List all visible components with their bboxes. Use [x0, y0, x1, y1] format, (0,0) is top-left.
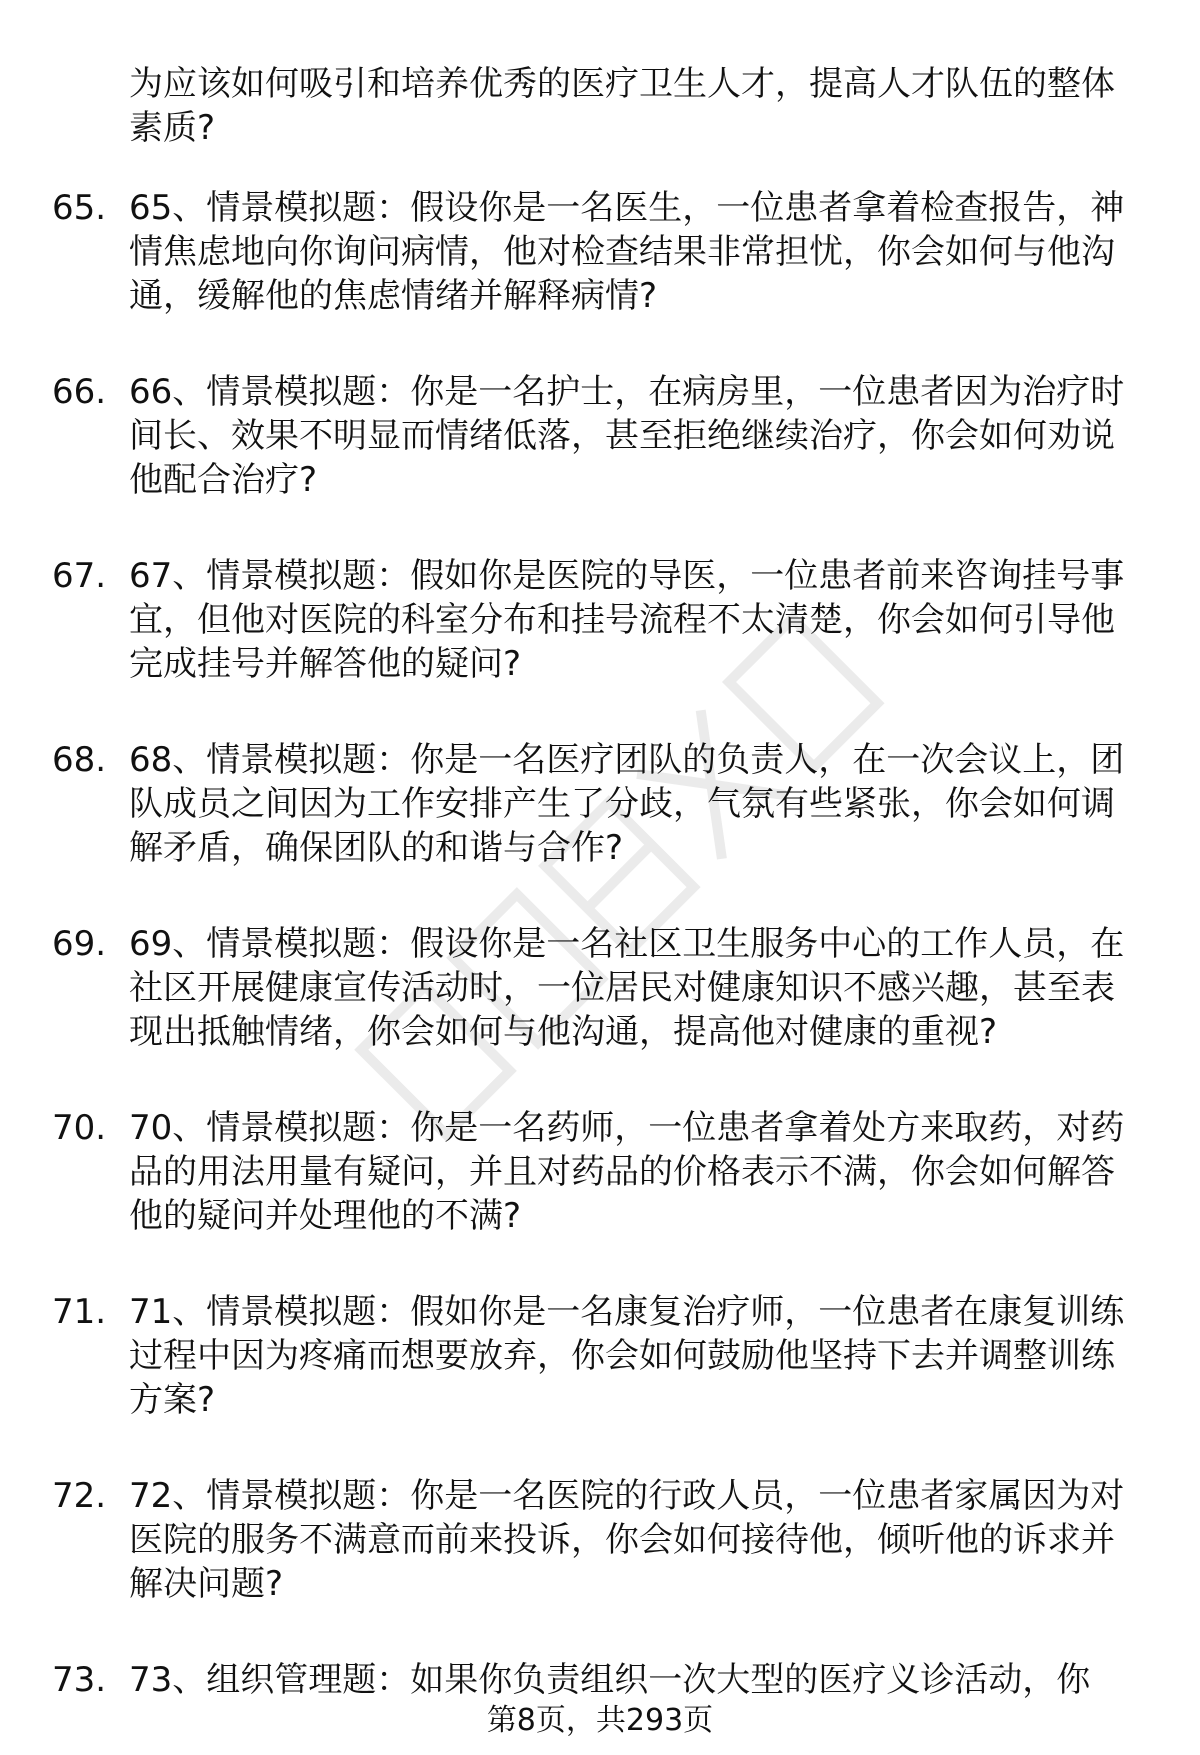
question-text: 65、情景模拟题：假设你是一名医生，一位患者拿着检查报告，神情焦虑地向你询问病情，他对检查结果非常担忧，你会如何与他沟通，缓解他的焦虑情绪并解释病情? — [129, 188, 1125, 316]
list-item — [0, 370, 1139, 502]
question-number: 69. — [52, 924, 107, 964]
question-text: 72、情景模拟题：你是一名医院的行政人员，一位患者家属因为对医院的服务不满意而前来投诉，你会如何接待他，倾听他的诉求并解决问题? — [129, 1476, 1125, 1604]
page-footer: 第8页，共293页 — [486, 1703, 714, 1738]
question-text: 67、情景模拟题：假如你是医院的导医，一位患者前来咨询挂号事宜，但他对医院的科室分布和挂号流程不太清楚，你会如何引导他完成挂号并解答他的疑问? — [129, 556, 1125, 684]
list-item — [0, 1106, 1139, 1238]
question-number: 66. — [52, 372, 107, 412]
question-number: 73. — [52, 1660, 107, 1700]
question-number: 72. — [52, 1476, 107, 1516]
question-text: 71、情景模拟题：假如你是一名康复治疗师，一位患者在康复训练过程中因为疼痛而想要放弃，你会如何鼓励他坚持下去并调整训练方案? — [129, 1292, 1125, 1420]
question-number: 68. — [52, 740, 107, 780]
question-number: 71. — [52, 1292, 107, 1332]
continued-question-text: 为应该如何吸引和培养优秀的医疗卫生人才，提高人才队伍的整体素质? — [129, 64, 1115, 148]
question-number: 70. — [52, 1108, 107, 1148]
question-number: 65. — [52, 188, 107, 228]
list-item — [0, 1658, 1139, 1702]
list-item — [0, 1474, 1139, 1606]
question-text: 73、组织管理题：如果你负责组织一次大型的医疗义诊活动，你 — [129, 1660, 1091, 1700]
question-list — [0, 186, 1200, 1702]
question-text: 66、情景模拟题：你是一名护士，在病房里，一位患者因为治疗时间长、效果不明显而情绪低落，甚至拒绝继续治疗，你会如何劝说他配合治疗? — [129, 372, 1125, 500]
question-text: 70、情景模拟题：你是一名药师，一位患者拿着处方来取药，对药品的用法用量有疑问，并且对药品的价格表示不满，你会如何解答他的疑问并处理他的不满? — [129, 1108, 1125, 1236]
list-item — [0, 186, 1139, 318]
question-number: 67. — [52, 556, 107, 596]
list-item — [0, 922, 1139, 1054]
list-item — [0, 738, 1139, 870]
list-item — [0, 554, 1139, 686]
question-text: 69、情景模拟题：假设你是一名社区卫生服务中心的工作人员，在社区开展健康宣传活动时，一位居民对健康知识不感兴趣，甚至表现出抵触情绪，你会如何与他沟通，提高他对健康的重视? — [129, 924, 1125, 1052]
question-text: 68、情景模拟题：你是一名医疗团队的负责人，在一次会议上，团队成员之间因为工作安排产生了分歧，气氛有些紧张，你会如何调解矛盾，确保团队的和谐与合作? — [129, 740, 1125, 868]
list-item — [0, 1290, 1139, 1422]
